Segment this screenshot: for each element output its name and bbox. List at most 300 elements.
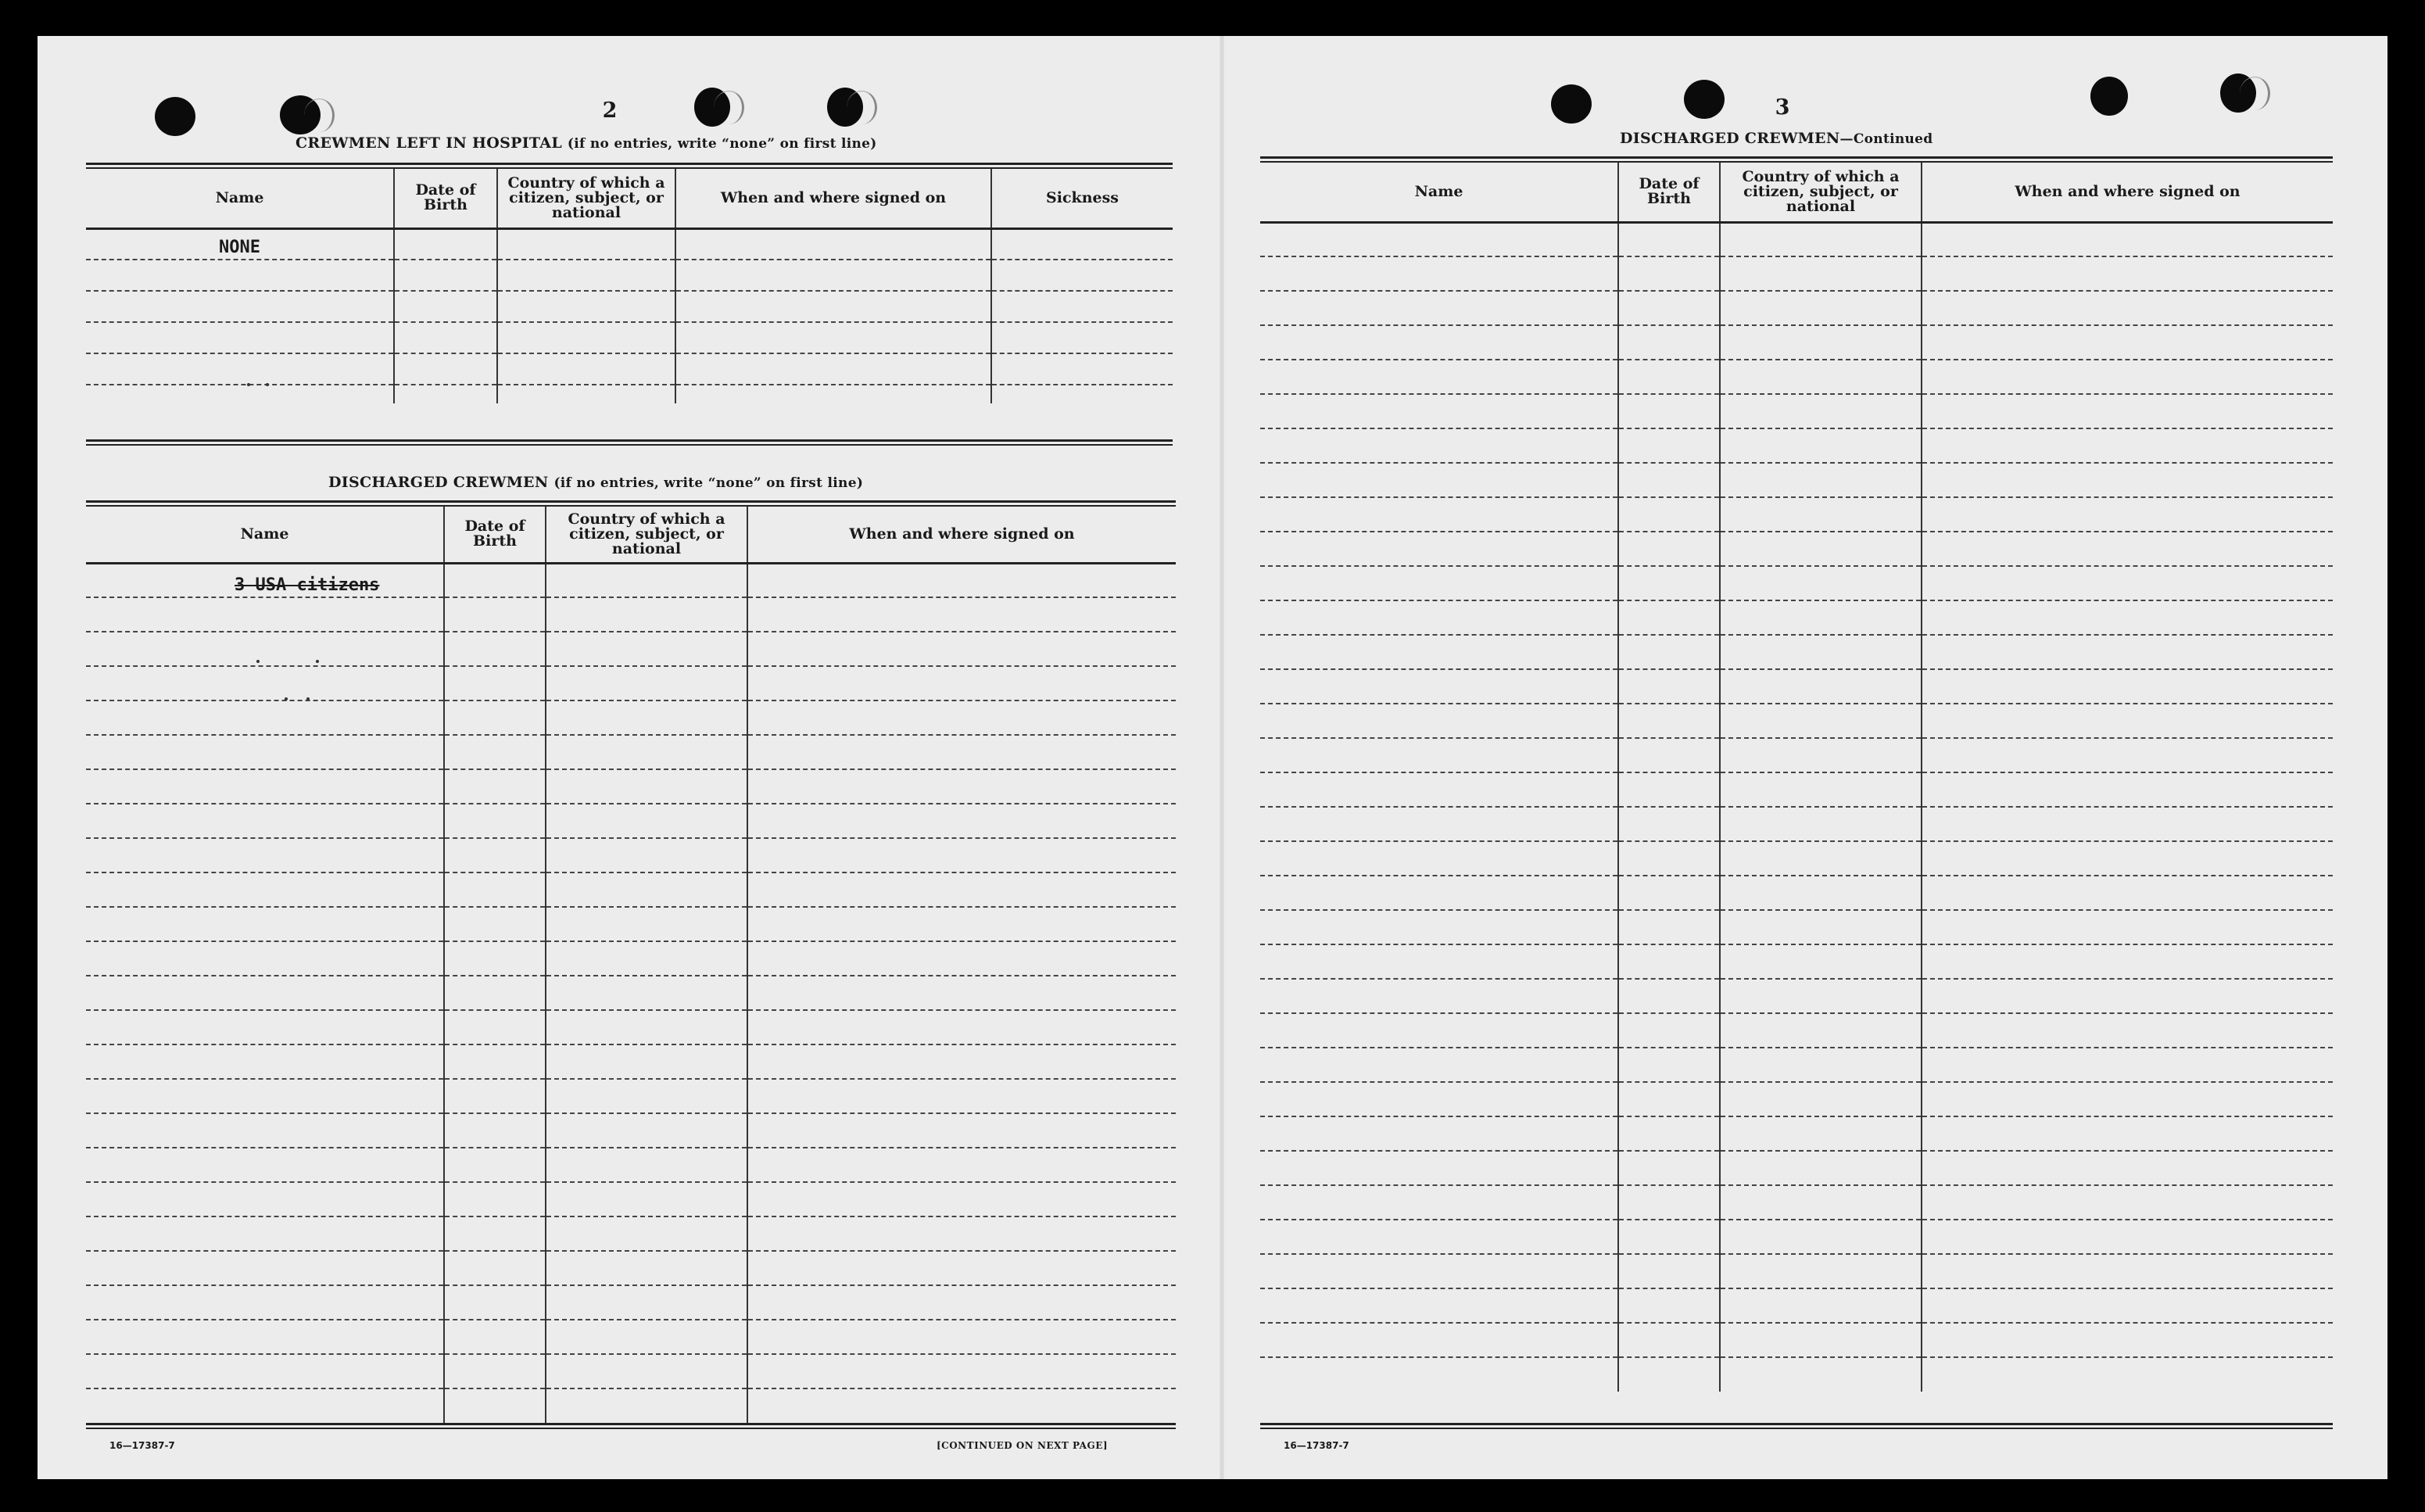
table-row [1260, 291, 2333, 325]
table-cell [1260, 566, 1618, 600]
table-cell [747, 1044, 1176, 1079]
table-cell [1618, 944, 1720, 979]
table-cell [1260, 876, 1618, 910]
table-cell [1260, 669, 1618, 704]
table-cell [747, 1079, 1176, 1113]
table-row [1260, 1323, 2333, 1357]
table-cell [1922, 979, 2333, 1013]
table-row [86, 1285, 1176, 1320]
discharged-entry-name: 3 USA citizens [235, 575, 380, 595]
table-cell [1922, 1220, 2333, 1254]
page-number: 3 [1775, 95, 1790, 120]
punch-hole [280, 95, 321, 134]
table-row [1260, 807, 2333, 841]
discharged-continued-top-rule [1260, 156, 2333, 159]
table-row [86, 322, 1173, 353]
table-cell [1260, 1048, 1618, 1082]
table-cell [1618, 1048, 1720, 1082]
table-row [1260, 876, 2333, 910]
hospital-table [86, 169, 1173, 403]
table-cell [1618, 463, 1720, 497]
left-page [38, 36, 1218, 1479]
table-cell [1618, 1357, 1720, 1392]
discharged-continued-title [1620, 130, 1932, 147]
table-cell [444, 700, 546, 735]
table-cell [747, 872, 1176, 907]
discharged-top-rule [86, 500, 1176, 503]
table-row [1260, 1082, 2333, 1116]
table-row [86, 838, 1176, 872]
table-cell [1260, 635, 1618, 669]
table-row [86, 1044, 1176, 1079]
table-cell [1922, 532, 2333, 566]
table-cell [1922, 1151, 2333, 1185]
table-cell [86, 838, 444, 872]
table-cell [86, 976, 444, 1010]
table-cell [546, 941, 747, 976]
table-cell [86, 1320, 444, 1354]
table-cell [1720, 669, 1922, 704]
table-cell [1720, 738, 1922, 772]
table-cell [747, 700, 1176, 735]
table-cell [1720, 394, 1922, 428]
table-cell [546, 666, 747, 700]
table-row [86, 941, 1176, 976]
table-cell [1618, 910, 1720, 944]
table-cell [1260, 600, 1618, 635]
table-cell [444, 632, 546, 666]
table-cell [546, 1216, 747, 1251]
discharged-section-title [328, 474, 863, 491]
table-cell [1260, 704, 1618, 738]
discharged-continued-title-suffix: —Continued [1839, 131, 1933, 147]
table-cell [86, 1044, 444, 1079]
table-cell [1720, 772, 1922, 807]
discharged-header-country: Country of which a citizen, subject, or national [546, 507, 747, 563]
table-cell [546, 1251, 747, 1285]
table-cell [1922, 1323, 2333, 1357]
hospital-section-title [296, 134, 877, 152]
hospital-title: CREWMEN LEFT IN HOSPITAL [296, 134, 562, 152]
table-cell [1618, 876, 1720, 910]
table-cell [86, 1113, 444, 1148]
table-cell [1260, 428, 1618, 463]
speck [306, 697, 310, 700]
table-cell [1720, 291, 1922, 325]
table-cell [1260, 360, 1618, 394]
table-cell [1720, 1288, 1922, 1323]
table-cell [546, 804, 747, 838]
table-cell [1922, 1254, 2333, 1288]
discharged-header-signed-on: When and where signed on [747, 507, 1176, 563]
table-cell [546, 1320, 747, 1354]
table-cell [1618, 1013, 1720, 1048]
hospital-header-country: Country of which a citizen, subject, or national [497, 169, 675, 228]
table-cell [1260, 979, 1618, 1013]
table-cell [1922, 291, 2333, 325]
table-cell [1922, 876, 2333, 910]
table-cell [747, 907, 1176, 941]
table-cell [444, 1182, 546, 1216]
table-row [1260, 738, 2333, 772]
table-cell [1720, 1357, 1922, 1392]
table-row [1260, 1254, 2333, 1288]
table-cell [1922, 360, 2333, 394]
table-cell [86, 1079, 444, 1113]
table-row [1260, 669, 2333, 704]
table-cell [1720, 635, 1922, 669]
table-cell [1260, 1151, 1618, 1185]
table-row [86, 1113, 1176, 1148]
table-cell [86, 1148, 444, 1182]
hospital-subtitle: (if no entries, write “none” on first line) [567, 136, 877, 152]
table-cell [1922, 394, 2333, 428]
table-cell [1260, 772, 1618, 807]
table-cell [747, 804, 1176, 838]
table-row [86, 260, 1173, 291]
table-cell [1720, 1254, 1922, 1288]
table-cell [1618, 291, 1720, 325]
table-cell [747, 666, 1176, 700]
table-cell [86, 666, 444, 700]
table-cell [1260, 1185, 1618, 1220]
table-cell [1260, 1116, 1618, 1151]
table-row [86, 769, 1176, 804]
table-cell [546, 769, 747, 804]
table-row [1260, 1048, 2333, 1082]
table-cell [1922, 1048, 2333, 1082]
table-cell [1260, 1220, 1618, 1254]
table-row [1260, 256, 2333, 291]
table-row [1260, 394, 2333, 428]
table-cell [86, 1251, 444, 1285]
table-cell [1720, 1185, 1922, 1220]
table-cell [1922, 497, 2333, 532]
table-cell [1720, 497, 1922, 532]
page-number: 2 [602, 99, 618, 123]
table-cell [1618, 841, 1720, 876]
table-row [1260, 704, 2333, 738]
table-cell [1922, 910, 2333, 944]
table-cell [444, 1354, 546, 1388]
table-cell [546, 976, 747, 1010]
table-row [86, 1182, 1176, 1216]
table-row [1260, 979, 2333, 1013]
table-row [1260, 463, 2333, 497]
speck [247, 383, 250, 386]
discharged-continued-bottom-rule [1260, 1423, 2333, 1425]
table-cell [1720, 944, 1922, 979]
table-row [1260, 497, 2333, 532]
table-cell [546, 632, 747, 666]
table-cell [1618, 1082, 1720, 1116]
table-cell [747, 1251, 1176, 1285]
table-row [86, 1010, 1176, 1044]
table-cell [1720, 256, 1922, 291]
table-cell [1922, 325, 2333, 360]
table-cell [1720, 360, 1922, 394]
discharged-continued-title-main: DISCHARGED CREWMEN [1620, 130, 1840, 147]
table-cell [1922, 738, 2333, 772]
table-cell [1260, 841, 1618, 876]
table-cell [86, 735, 444, 769]
table-row [86, 385, 1173, 403]
table-cell [546, 1285, 747, 1320]
table-cell [1922, 1185, 2333, 1220]
table-row [1260, 222, 2333, 256]
table-row [86, 597, 1176, 632]
table-row [1260, 944, 2333, 979]
table-cell [444, 1388, 546, 1423]
table-cell [546, 597, 747, 632]
table-cell [546, 838, 747, 872]
table-cell [546, 1354, 747, 1388]
table-cell [444, 1251, 546, 1285]
table-cell [1922, 669, 2333, 704]
table-cell [86, 907, 444, 941]
table-cell [1922, 256, 2333, 291]
table-cell [1922, 841, 2333, 876]
table-cell [747, 1354, 1176, 1388]
table-cell [1618, 1323, 1720, 1357]
table-cell [86, 1388, 444, 1423]
table-cell [546, 1388, 747, 1423]
table-cell [747, 1010, 1176, 1044]
table-cell [86, 1010, 444, 1044]
table-cell [546, 1044, 747, 1079]
right-page [1224, 36, 2387, 1479]
table-cell [1618, 1151, 1720, 1185]
discharged-continued-table [1260, 163, 2333, 1392]
table-cell [1720, 1116, 1922, 1151]
table-cell [86, 1354, 444, 1388]
table-row [1260, 1357, 2333, 1392]
speck [316, 660, 319, 663]
table-cell [1720, 1048, 1922, 1082]
table-cell [444, 1285, 546, 1320]
table-row [86, 976, 1176, 1010]
punch-hole [155, 97, 195, 136]
hospital-header-signed-on: When and where signed on [675, 169, 991, 228]
table-cell [1618, 635, 1720, 669]
table-cell [1720, 807, 1922, 841]
table-cell [444, 1148, 546, 1182]
table-cell [1618, 325, 1720, 360]
table-cell [444, 597, 546, 632]
table-cell [747, 1148, 1176, 1182]
hospital-header-dob: Date of Birth [394, 169, 497, 228]
table-cell [1618, 394, 1720, 428]
table-cell [86, 941, 444, 976]
table-cell [1720, 910, 1922, 944]
table-cell [747, 1182, 1176, 1216]
table-row [1260, 360, 2333, 394]
table-cell [1260, 738, 1618, 772]
table-cell [546, 1010, 747, 1044]
table-cell [86, 632, 444, 666]
table-cell [1618, 360, 1720, 394]
table-row [1260, 566, 2333, 600]
table-cell [546, 872, 747, 907]
table-row [1260, 1220, 2333, 1254]
punch-hole [694, 88, 730, 127]
table-cell [1720, 600, 1922, 635]
table-cell [86, 597, 444, 632]
table-row [1260, 428, 2333, 463]
table-cell [1922, 635, 2333, 669]
table-cell [1618, 428, 1720, 463]
table-row [86, 1251, 1176, 1285]
table-row [86, 563, 1176, 597]
table-cell [1922, 222, 2333, 256]
table-cell [444, 1044, 546, 1079]
table-cell [546, 1148, 747, 1182]
table-row [86, 632, 1176, 666]
table-cell [1260, 256, 1618, 291]
table-cell [1720, 532, 1922, 566]
table-cell [86, 804, 444, 838]
table-cell [1922, 1013, 2333, 1048]
punch-hole [2090, 77, 2128, 116]
table-cell [747, 735, 1176, 769]
punch-hole [827, 88, 863, 127]
table-cell [1618, 979, 1720, 1013]
table-cell [1260, 1288, 1618, 1323]
continued-header-signed-on: When and where signed on [1922, 163, 2333, 222]
table-cell [1922, 600, 2333, 635]
table-cell [1260, 807, 1618, 841]
table-cell [86, 872, 444, 907]
speck [256, 660, 260, 663]
punch-hole [2220, 73, 2256, 113]
table-cell [747, 976, 1176, 1010]
table-cell [546, 735, 747, 769]
table-cell [1618, 669, 1720, 704]
table-cell [1720, 1082, 1922, 1116]
table-cell [86, 1182, 444, 1216]
table-cell [1720, 1220, 1922, 1254]
table-cell [444, 941, 546, 976]
table-cell [747, 838, 1176, 872]
table-cell [747, 1388, 1176, 1423]
table-cell [1720, 876, 1922, 910]
table-cell [86, 769, 444, 804]
table-cell [1618, 807, 1720, 841]
table-cell [1618, 1116, 1720, 1151]
table-cell [1922, 944, 2333, 979]
table-cell [1618, 566, 1720, 600]
table-cell [1720, 1013, 1922, 1048]
discharged-table [86, 507, 1176, 1423]
table-cell [747, 597, 1176, 632]
table-cell [444, 872, 546, 907]
continued-header-name: Name [1260, 163, 1618, 222]
form-code: 16—17387-7 [1284, 1440, 1349, 1451]
continued-header-dob: Date of Birth [1618, 163, 1720, 222]
discharged-header-dob: Date of Birth [444, 507, 546, 563]
table-cell [546, 1182, 747, 1216]
table-cell [747, 1113, 1176, 1148]
table-cell [1720, 1151, 1922, 1185]
table-cell [747, 769, 1176, 804]
table-cell [444, 1010, 546, 1044]
table-cell [1260, 1082, 1618, 1116]
table-cell [444, 804, 546, 838]
table-cell [444, 769, 546, 804]
table-cell [747, 1320, 1176, 1354]
table-cell [1922, 1082, 2333, 1116]
table-row [86, 1148, 1176, 1182]
discharged-bottom-rule [86, 1423, 1176, 1425]
table-cell [1260, 1254, 1618, 1288]
table-cell [444, 1079, 546, 1113]
discharged-subtitle: (if no entries, write “none” on first line) [553, 475, 864, 491]
table-cell [1618, 1288, 1720, 1323]
table-row [86, 907, 1176, 941]
table-cell [1260, 910, 1618, 944]
table-cell [444, 907, 546, 941]
table-cell [1260, 497, 1618, 532]
table-cell [1720, 1323, 1922, 1357]
table-cell [1720, 222, 1922, 256]
table-cell [1720, 325, 1922, 360]
discharged-title: DISCHARGED CREWMEN [328, 474, 549, 491]
table-cell [546, 1079, 747, 1113]
table-cell [1618, 1185, 1720, 1220]
table-row [1260, 600, 2333, 635]
table-cell [546, 1113, 747, 1148]
table-cell [1618, 532, 1720, 566]
hospital-entry-name: NONE [219, 238, 260, 257]
table-cell [1922, 772, 2333, 807]
table-cell [1720, 704, 1922, 738]
speck [285, 697, 288, 700]
table-cell [546, 907, 747, 941]
table-row [86, 804, 1176, 838]
punch-hole [1684, 80, 1725, 119]
table-row [1260, 772, 2333, 807]
hospital-top-rule [86, 163, 1173, 165]
table-row [86, 1388, 1176, 1423]
table-cell [1922, 1116, 2333, 1151]
table-row [86, 1079, 1176, 1113]
table-row [86, 700, 1176, 735]
table-row [1260, 1116, 2333, 1151]
table-row [1260, 841, 2333, 876]
table-cell [1618, 738, 1720, 772]
table-row [1260, 1288, 2333, 1323]
table-cell [1922, 1357, 2333, 1392]
table-cell [1618, 704, 1720, 738]
table-cell [86, 1285, 444, 1320]
table-cell [1618, 772, 1720, 807]
discharged-header-name: Name [86, 507, 444, 563]
continued-note: [CONTINUED ON NEXT PAGE] [937, 1440, 1109, 1451]
table-cell [1260, 463, 1618, 497]
table-cell [1618, 600, 1720, 635]
table-cell [444, 1216, 546, 1251]
table-row [1260, 325, 2333, 360]
continued-header-country: Country of which a citizen, subject, or national [1720, 163, 1922, 222]
table-cell [444, 838, 546, 872]
table-cell [1720, 979, 1922, 1013]
table-cell [747, 1216, 1176, 1251]
punch-hole [1551, 84, 1592, 124]
table-cell [747, 632, 1176, 666]
table-row [86, 1216, 1176, 1251]
table-cell [1720, 566, 1922, 600]
table-row [86, 1320, 1176, 1354]
